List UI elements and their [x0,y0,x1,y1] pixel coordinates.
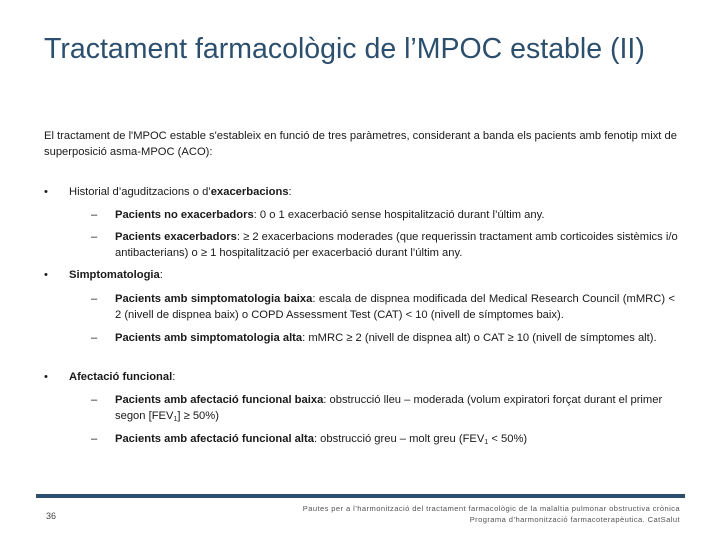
slide-title: Tractament farmacològic de l’MPOC estable (II) [44,33,645,65]
footer-credits [260,503,680,525]
bullet-heading: Historial d’aguditzacions o d’exacerbacions: [69,186,292,198]
dash-icon: – [91,209,98,221]
footer-line-1: Pautes per a l’harmonització del tractament farmacològic de la malaltia pulmonar obstructiva crònica [302,504,680,513]
page-number: 36 [46,511,57,521]
bullet-heading: Afectació funcional: [69,371,176,383]
bullet-icon: • [44,269,48,281]
dash-icon: – [91,332,98,344]
sub-item-text: Pacients exacerbadors: ≥ 2 exacerbacions moderades (que requerissin tractament amb corticoides sistèmics i/o antibacterians) o ≥ 1 hospitalització per exacerbació durant l’últim any. [115,231,678,259]
footer-rule [36,494,685,498]
bullet-icon: • [44,186,48,198]
dash-icon: – [91,433,98,445]
bullet-heading: Simptomatologia: [69,269,163,281]
bullet-icon: • [44,371,48,383]
sub-item-text: Pacients amb simptomatologia alta: mMRC ≥ 2 (nivell de dispnea alt) o CAT ≥ 10 (nivell de símptomes alt). [115,332,657,344]
dash-icon: – [91,231,98,243]
sub-item-text: Pacients amb afectació funcional alta: obstrucció greu – molt greu $(FEV_1 < 50\%)$ [115,433,528,446]
sub-item-text: Pacients amb afectació funcional baixa: obstrucció lleu – moderada (volum expiratori forçat durant el primer segon $[FEV_1] \ge 50\%$) [115,394,663,423]
sub-item-text: Pacients no exacerbadors: 0 o 1 exacerbació sense hospitalització durant l’últim any. [115,209,545,221]
footer-line-2: Programa d’harmonització farmacoterapèutica. CatSalut [469,515,680,524]
sub-item-text: Pacients amb simptomatologia baixa: escala de dispnea modificada del Medical Research Council (mMRC) < 2 (nivell de dispnea baix) o COPD Assessment Test (CAT) < 10 (nivell de símptomes baix). [115,293,675,321]
dash-icon: – [91,293,98,305]
intro-paragraph: El tractament de l'MPOC estable s'estableix en funció de tres paràmetres, considerant a banda els pacients amb fenotip mixt de superposició asma-MPOC (ACO): [44,130,677,158]
dash-icon: – [91,394,98,406]
